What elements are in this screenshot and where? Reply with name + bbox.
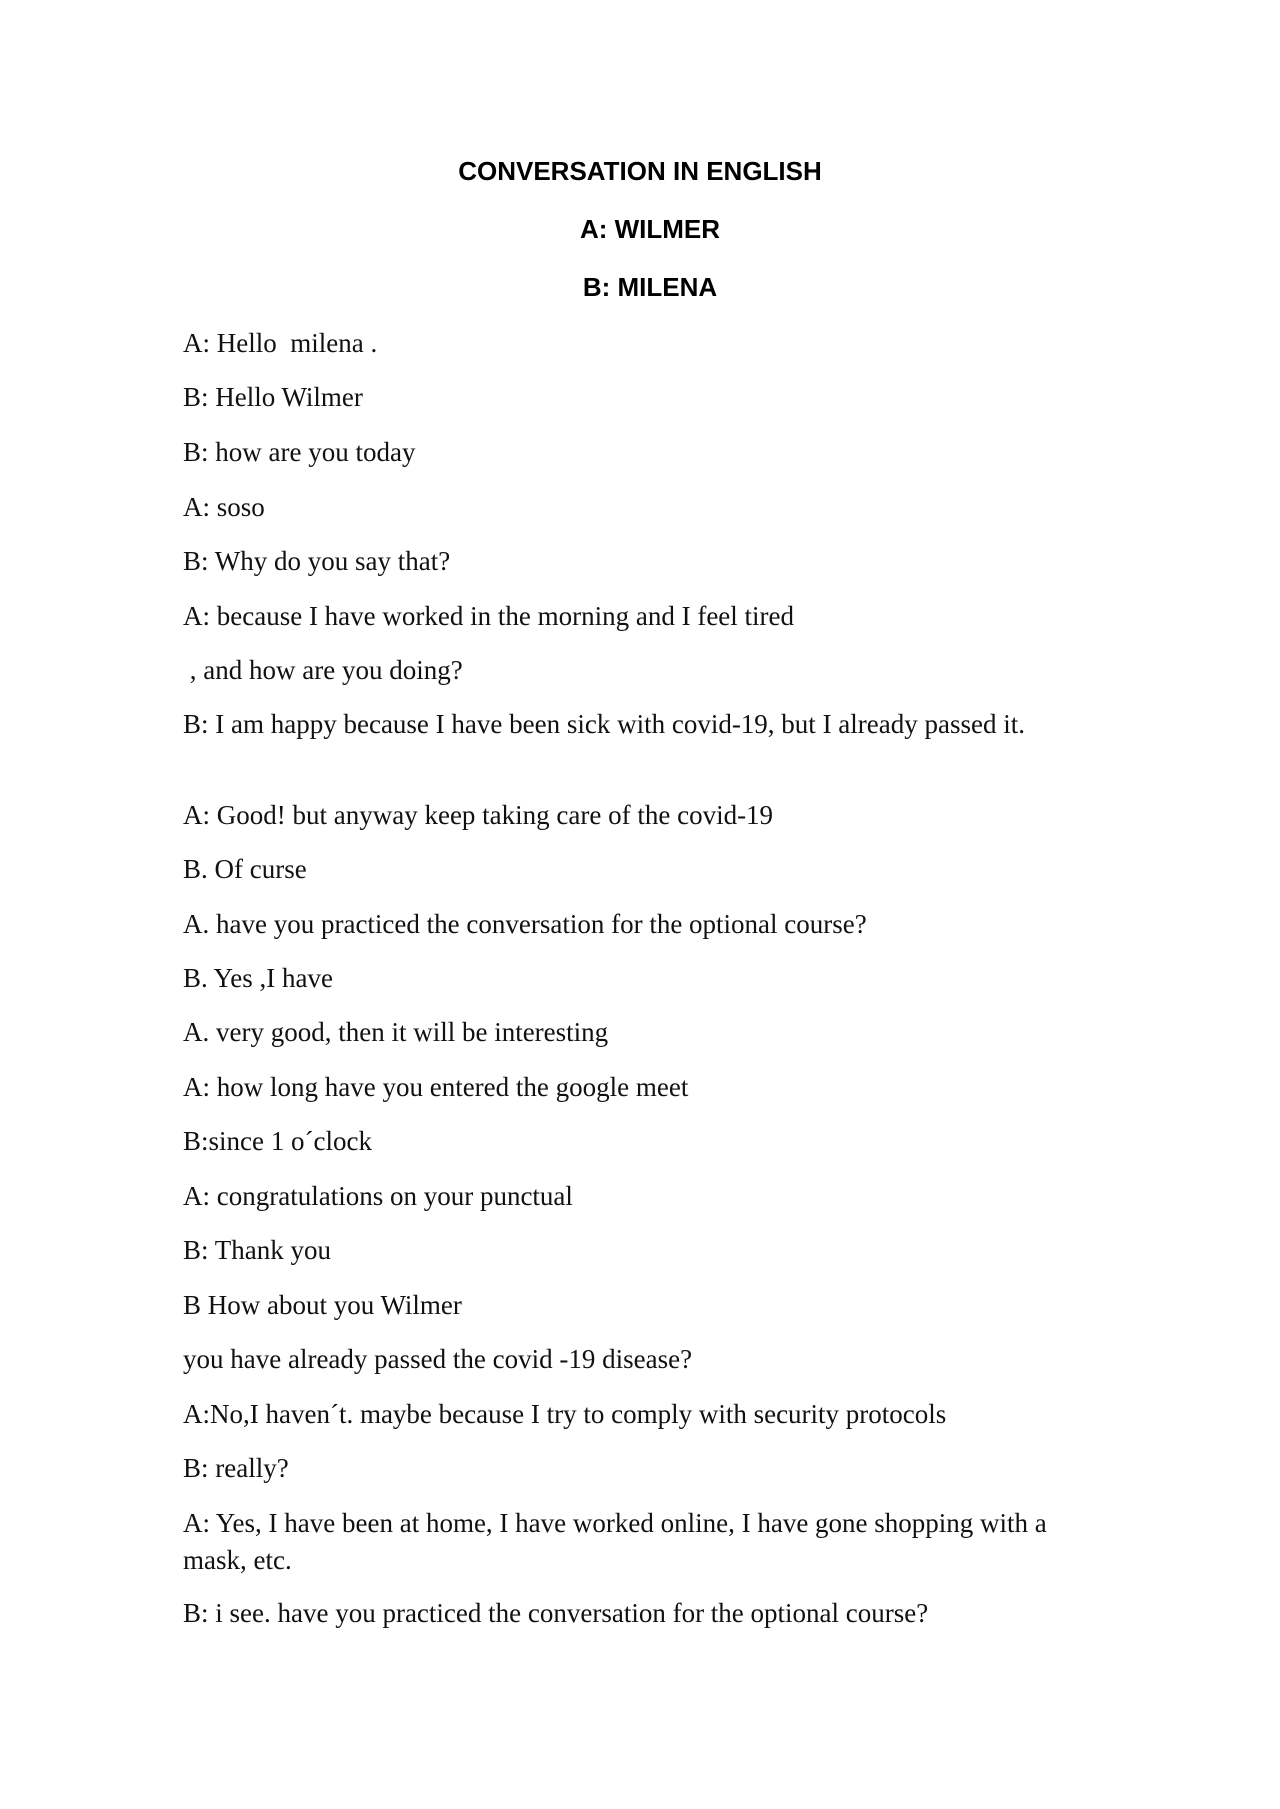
dialogue-line: A:No,I haven´t. maybe because I try to comply with security protocols xyxy=(183,1399,947,1429)
dialogue-line: B: Why do you say that? xyxy=(183,546,451,576)
dialogue-line: A: soso xyxy=(183,492,265,522)
dialogue-line: B. Yes ,I have xyxy=(183,963,334,993)
dialogue-line: B. Of curse xyxy=(183,854,307,884)
dialogue-line: B: really? xyxy=(183,1453,289,1483)
dialogue-line: B: how are you today xyxy=(183,437,416,467)
dialogue-line: A. have you practiced the conversation for the optional course? xyxy=(183,909,867,939)
document-title: CONVERSATION IN ENGLISH xyxy=(458,156,822,186)
dialogue-line: you have already passed the covid -19 disease? xyxy=(183,1344,693,1374)
dialogue-line: A. very good, then it will be interesting xyxy=(183,1017,609,1047)
dialogue-line: B How about you Wilmer xyxy=(183,1290,462,1320)
dialogue-line: A: Good! but anyway keep taking care of the covid-19 xyxy=(183,800,774,830)
dialogue-line: A: how long have you entered the google meet xyxy=(183,1072,689,1102)
dialogue-line: B: Hello Wilmer xyxy=(183,382,363,412)
dialogue-line: B: Thank you xyxy=(183,1235,331,1265)
dialogue-line: , and how are you doing? xyxy=(183,655,463,685)
dialogue-line: B: I am happy because I have been sick with covid-19, but I already passed it. xyxy=(183,709,1025,739)
dialogue-line: B:since 1 o´clock xyxy=(183,1126,372,1156)
dialogue-line: A: Hello milena . xyxy=(183,328,378,358)
dialogue-line: A: congratulations on your punctual xyxy=(183,1181,573,1211)
dialogue-line: B: i see. have you practiced the conversation for the optional course? xyxy=(183,1598,929,1628)
speaker-a-heading: A: WILMER xyxy=(579,214,721,244)
dialogue-line: A: Yes, I have been at home, I have worked online, I have gone shopping with a mask, etc. xyxy=(183,1508,1047,1575)
speaker-b-heading: B: MILENA xyxy=(582,272,718,302)
dialogue-line: A: because I have worked in the morning and I feel tired xyxy=(183,601,795,631)
